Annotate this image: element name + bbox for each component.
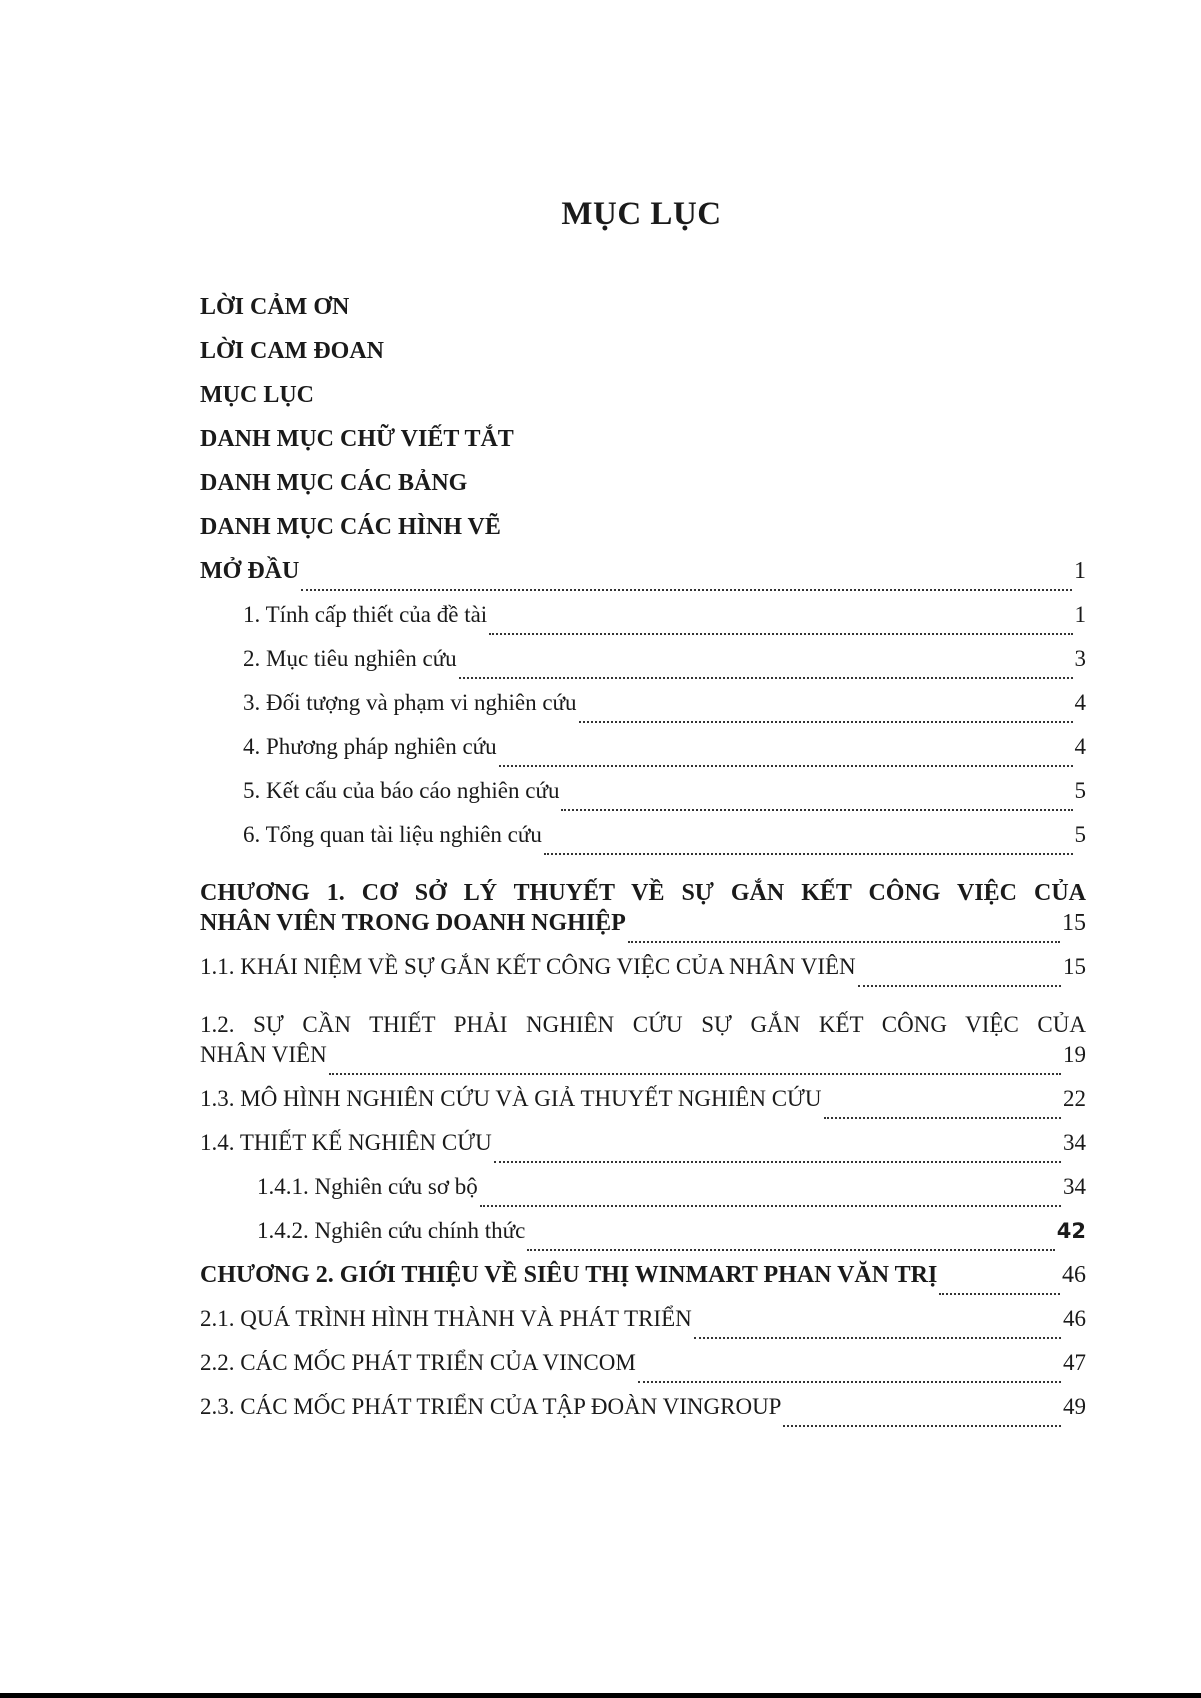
- toc-page-number: 42: [1056, 1219, 1086, 1243]
- toc-page-number: 4: [1074, 690, 1086, 715]
- leader-dots: [480, 1205, 1061, 1207]
- toc-page-number: 1: [1074, 602, 1086, 627]
- toc-entry-label: 6. Tổng quan tài liệu nghiên cứu: [243, 822, 542, 847]
- toc-entry-label: 1.4. THIẾT KẾ NGHIÊN CỨU: [200, 1130, 492, 1155]
- toc-entry: [200, 426, 1086, 470]
- toc-entry: [200, 954, 1086, 998]
- toc-entry: [243, 734, 1086, 778]
- toc-page-number: 5: [1074, 822, 1086, 847]
- toc-entry-label: 2. Mục tiêu nghiên cứu: [243, 646, 457, 671]
- toc-entry-label: 1.4.1. Nghiên cứu sơ bộ: [257, 1174, 478, 1199]
- toc-entry: [200, 1350, 1086, 1394]
- toc-page-number: 34: [1063, 1130, 1086, 1155]
- toc-entry-label: 5. Kết cấu của báo cáo nghiên cứu: [243, 778, 560, 803]
- toc-page-number: 5: [1074, 778, 1086, 803]
- toc-entry: [200, 470, 1086, 514]
- toc-page-number: 15: [1063, 954, 1086, 979]
- toc-entry: [257, 1174, 1086, 1218]
- toc-entry-label: CHƯƠNG 2. GIỚI THIỆU VỀ SIÊU THỊ WINMART PHAN VĂN TRỊ: [200, 1262, 938, 1288]
- toc-entry-label: 2.3. CÁC MỐC PHÁT TRIỂN CỦA TẬP ĐOÀN VINGROUP: [200, 1394, 782, 1419]
- leader-dots: [638, 1381, 1061, 1383]
- leader-dots: [824, 1117, 1061, 1119]
- leader-dots: [527, 1249, 1054, 1251]
- page-title: MỤC LỤC: [561, 196, 722, 232]
- leader-dots: [499, 765, 1073, 767]
- toc-entry-label: LỜI CAM ĐOAN: [200, 338, 384, 364]
- toc-entry-label: NHÂN VIÊN TRONG DOANH NGHIỆP: [200, 910, 626, 936]
- leader-dots: [858, 985, 1061, 987]
- toc-page-number: 4: [1074, 734, 1086, 759]
- leader-dots: [459, 677, 1073, 679]
- toc-entry-label: LỜI CẢM ƠN: [200, 294, 350, 320]
- toc-entry-label: 1. Tính cấp thiết của đề tài: [243, 602, 488, 627]
- toc-entry-label: 1.1. KHÁI NIỆM VỀ SỰ GẮN KẾT CÔNG VIỆC CỦA NHÂN VIÊN: [200, 954, 856, 979]
- toc-entry: [200, 338, 1086, 382]
- toc-page-number: 15: [1062, 910, 1086, 936]
- toc-entry-label: 2.2. CÁC MỐC PHÁT TRIỂN CỦA VINCOM: [200, 1350, 636, 1375]
- toc-page-number: 46: [1062, 1262, 1086, 1288]
- toc-entry-label: 1.3. MÔ HÌNH NGHIÊN CỨU VÀ GIẢ THUYẾT NGHIÊN CỨU: [200, 1086, 822, 1111]
- toc-entry: [200, 294, 1086, 338]
- toc-entry: [243, 778, 1086, 822]
- toc-entry: [243, 646, 1086, 690]
- leader-dots: [579, 721, 1073, 723]
- leader-dots: [494, 1161, 1061, 1163]
- toc-entry-label: 1.4.2. Nghiên cứu chính thức: [257, 1218, 526, 1243]
- toc-entry-label: 2.1. QUÁ TRÌNH HÌNH THÀNH VÀ PHÁT TRIỂN: [200, 1306, 692, 1331]
- toc-page-number: 46: [1063, 1306, 1086, 1331]
- toc-entry: [200, 1130, 1086, 1174]
- toc-entry-label: 3. Đối tượng và phạm vi nghiên cứu: [243, 690, 577, 715]
- toc-page-number: 1: [1074, 558, 1086, 584]
- leader-dots: [301, 589, 1072, 591]
- toc-entry: [200, 514, 1086, 558]
- toc-entry: [200, 558, 1086, 602]
- toc-entry-label: 4. Phương pháp nghiên cứu: [243, 734, 497, 759]
- toc-entry-label: MỤC LỤC: [200, 382, 314, 408]
- toc-page-number: 34: [1063, 1174, 1086, 1199]
- toc-entry: [200, 910, 1086, 954]
- leader-dots: [561, 809, 1072, 811]
- page-bottom-border: [0, 1693, 1201, 1698]
- toc-entry: [243, 602, 1086, 646]
- toc-entry: [200, 1042, 1086, 1086]
- toc-page-number: 47: [1063, 1350, 1086, 1375]
- leader-dots: [694, 1337, 1061, 1339]
- leader-dots: [544, 853, 1073, 855]
- toc-entry: [200, 1306, 1086, 1350]
- chapter-heading-line: CHƯƠNG 1. CƠ SỞ LÝ THUYẾT VỀ SỰ GẮN KẾT CÔNG VIỆC CỦA: [200, 880, 1086, 906]
- toc-entry: [200, 1262, 1086, 1306]
- toc-entry: [200, 382, 1086, 426]
- toc-entry: [243, 822, 1086, 866]
- section-heading-line: 1.2. SỰ CẦN THIẾT PHẢI NGHIÊN CỨU SỰ GẮN KẾT CÔNG VIỆC CỦA: [200, 1012, 1086, 1037]
- toc-entry: [200, 1086, 1086, 1130]
- leader-dots: [939, 1293, 1060, 1295]
- toc-entry: [257, 1218, 1086, 1262]
- leader-dots: [329, 1073, 1061, 1075]
- toc-page-number: 19: [1063, 1042, 1086, 1067]
- toc-entry-label: DANH MỤC CÁC BẢNG: [200, 470, 468, 496]
- toc-entry-label: DANH MỤC CÁC HÌNH VẼ: [200, 514, 501, 540]
- toc-page-number: 49: [1063, 1394, 1086, 1419]
- leader-dots: [783, 1425, 1061, 1427]
- toc-entry-label: MỞ ĐẦU: [200, 558, 300, 584]
- toc-page-number: 3: [1074, 646, 1086, 671]
- leader-dots: [489, 633, 1072, 635]
- toc-entry: [243, 690, 1086, 734]
- toc-entry-label: DANH MỤC CHỮ VIẾT TẮT: [200, 426, 514, 452]
- toc-entry: [200, 1394, 1086, 1438]
- toc-entry-label: NHÂN VIÊN: [200, 1042, 327, 1067]
- toc-page-number: 22: [1063, 1086, 1086, 1111]
- leader-dots: [628, 941, 1060, 943]
